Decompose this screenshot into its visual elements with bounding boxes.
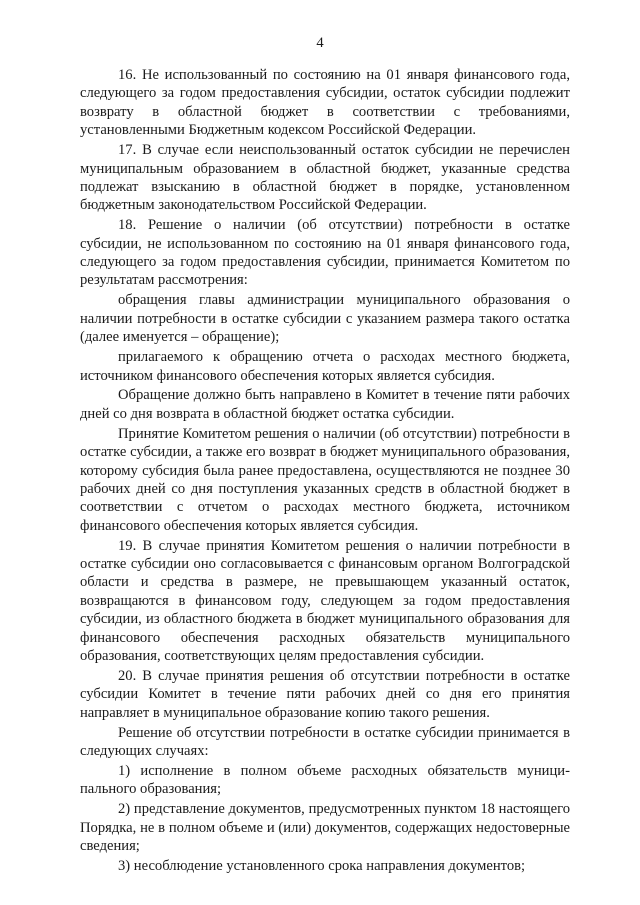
paragraph-decision-deadline: Принятие Комитетом решения о наличии (об отсутствии) потребности в остатке субсидии, а также его возврат в бюджет муниципального образования, которому субсидия была ранее предоставлена, осуществляются не позднее 30 рабочих дней со дня поступления указанных средств в областной бюджет в соответствии с отчетом о расходах местного бюджета, источником финансового обеспечения которых является субсидия. xyxy=(80,425,570,534)
paragraph-18-item-report: прилагаемого к обращению отчета о расходах местного бюджета, источником финансового обеспечения которых является субсидия. xyxy=(80,349,570,384)
paragraph-20: 20. В случае принятия решения об отсутствии потребности в остатке субсидии Комитет в течение пяти рабочих дней со дня его принятия направляет в муниципальное образование копию такого решения. xyxy=(80,668,570,721)
paragraph-16: 16. Не использованный по состоянию на 01 января финансового года, следующего за годом предоставления субсидии, остаток субсидии подлежит возврату в областной бюджет в соответствии с требованиями, установленными Бюджетным кодексом Российской Федерации. xyxy=(80,67,570,139)
paragraph-18: 18. Решение о наличии (об отсутствии) потребности в остатке субсидии, не использованном по состоянию на 01 января финансового года, следующего за годом предоставления субсидии, принимается Комитетом по результатам рассмотрения: xyxy=(80,217,570,289)
paragraph-18-item-appeal: обращения главы администрации муниципального образования о наличии потребности в остатке субсидии с указанием размера такого остатка (далее именуется – обращение); xyxy=(80,292,570,346)
paragraph-19: 19. В случае принятия Комитетом решения о наличии потребности в остатке субсидии оно согласовывается с финансовым органом Волгоградской области и средства в размере, не превышающем указанный остаток, возвращаются в финансовом году, следующем за годом предоставления субсидии, из областного бюджета в бюджет муниципального образования для финансового обеспечения расходных обязательств муниципального образования, соответствующих целям предоставления субсидии. xyxy=(80,537,570,665)
paragraph-appeal-deadline: Обращение должно быть направлено в Комитет в течение пяти рабочих дней со дня возврата в областной бюджет остатка субсидии. xyxy=(80,387,570,422)
paragraph-cases-intro: Решение об отсутствии потребности в остатке субсидии принимается в следующих случаях: xyxy=(80,724,570,760)
paragraph-17: 17. В случае если неиспользованный остаток субсидии не перечислен муниципальным образованием в областной бюджет, указанные средства подлежат взысканию в областной бюджет в порядке, установленном бюджетным законодательством Российской Федерации. xyxy=(80,142,570,214)
list-item-3: 3) несоблюдение установленного срока направления документов; xyxy=(118,858,526,875)
list-item-2: 2) представление документов, предусмотренных пунктом 18 настоящего Порядка, не в полном объеме и (или) документов, содержащих недостоверные сведения; xyxy=(80,801,570,855)
page-number: 4 xyxy=(316,35,324,51)
document-body xyxy=(80,66,570,877)
list-item-1: 1) исполнение в полном объеме расходных обязательств муниципального образования; xyxy=(80,763,570,798)
